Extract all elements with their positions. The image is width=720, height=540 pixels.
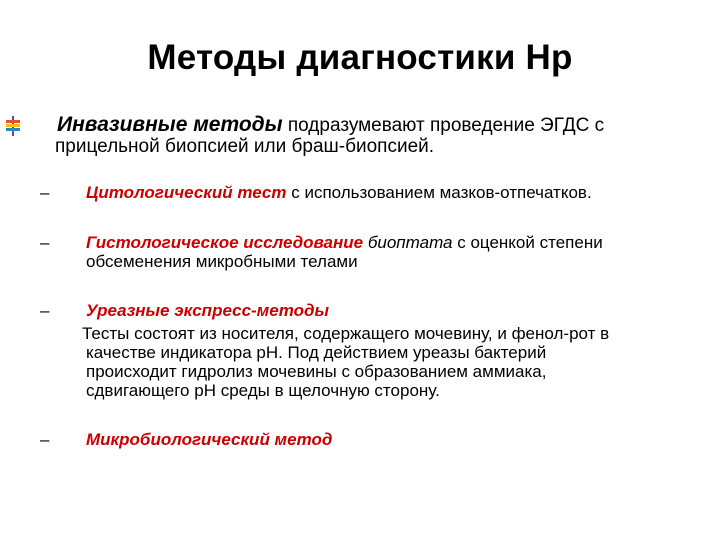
urease-desc-line-4: сдвигающего рН среды в щелочную сторону. xyxy=(86,381,440,400)
method-name-urease: Уреазные экспресс-методы xyxy=(86,301,330,320)
method-name-histology: Гистологическое исследование xyxy=(86,233,364,252)
slide-bullet-icon xyxy=(6,116,20,136)
slide-title: Методы диагностики Нр xyxy=(147,38,573,77)
method-italic-biopsy: биоптата xyxy=(363,233,453,252)
dash-bullet: – xyxy=(40,183,50,202)
urease-desc-line-2: качестве индикатора рН. Под действием уреазы бактерий xyxy=(86,343,547,362)
method-text-cytology: с использованием мазков-отпечатков. xyxy=(286,183,592,202)
dash-bullet: – xyxy=(40,430,50,449)
main-bullet-continuation: прицельной биопсией или браш-биопсией. xyxy=(55,136,435,157)
main-bullet-lead: Инвазивные методы xyxy=(57,113,283,136)
method-name-microbiology: Микробиологический метод xyxy=(86,430,333,449)
urease-desc-line-1: Тесты состоят из носителя, содержащего мочевину, и фенол-рот в xyxy=(82,324,610,343)
method-text-histology-cont: обсеменения микробными телами xyxy=(86,252,358,271)
urease-desc-line-3: происходит гидролиз мочевины с образованием аммиака, xyxy=(86,362,547,381)
method-text-histology: с оценкой степени xyxy=(452,233,603,252)
main-bullet-invasive-methods xyxy=(57,114,707,157)
main-bullet-text: подразумевают проведение ЭГДС с xyxy=(282,115,605,136)
dash-bullet: – xyxy=(40,233,50,252)
method-name-cytology: Цитологический тест xyxy=(86,183,287,202)
dash-bullet: – xyxy=(40,301,50,320)
